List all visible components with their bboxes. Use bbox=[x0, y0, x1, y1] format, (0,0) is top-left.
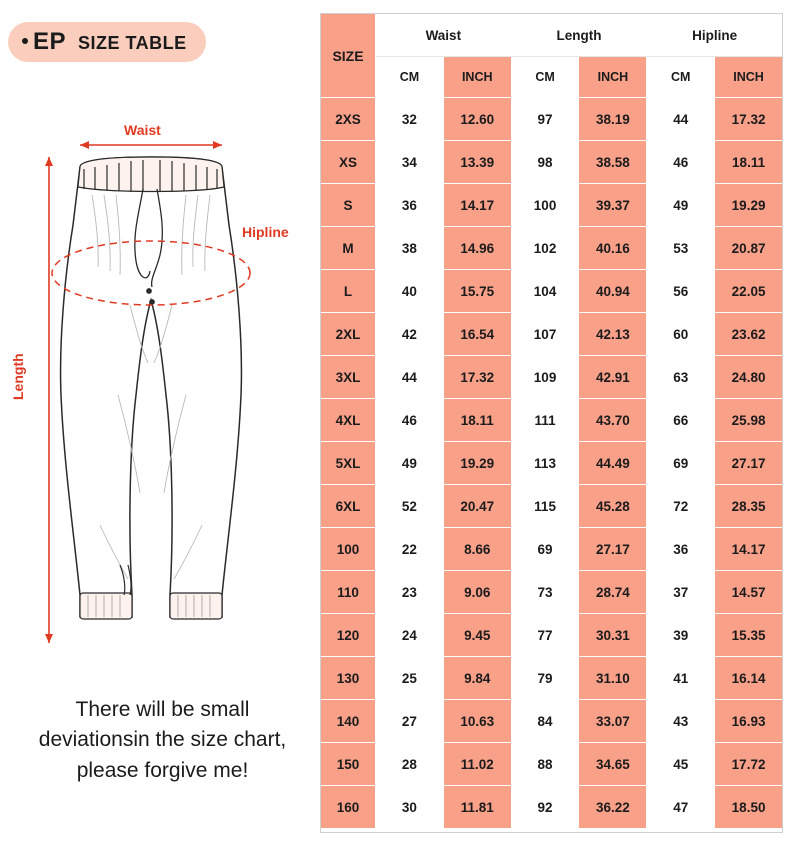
header-waist-cm: CM bbox=[376, 57, 444, 98]
cell-hipline-inch: 28.35 bbox=[715, 485, 783, 528]
table-row bbox=[321, 743, 783, 786]
cell-waist-inch: 9.45 bbox=[443, 614, 511, 657]
cell-size: 3XL bbox=[321, 356, 376, 399]
table-row bbox=[321, 184, 783, 227]
cell-length-inch: 36.22 bbox=[579, 786, 647, 829]
table-row bbox=[321, 227, 783, 270]
cell-waist-cm: 25 bbox=[376, 657, 444, 700]
cell-length-inch: 27.17 bbox=[579, 528, 647, 571]
table-row bbox=[321, 657, 783, 700]
cell-length-cm: 79 bbox=[511, 657, 579, 700]
cell-length-inch: 38.19 bbox=[579, 98, 647, 141]
cell-hipline-cm: 69 bbox=[647, 442, 715, 485]
cell-waist-cm: 32 bbox=[376, 98, 444, 141]
cell-waist-cm: 38 bbox=[376, 227, 444, 270]
cell-length-inch: 40.16 bbox=[579, 227, 647, 270]
cell-waist-cm: 27 bbox=[376, 700, 444, 743]
pants-outline bbox=[61, 157, 242, 617]
length-label: Length bbox=[10, 353, 26, 400]
cell-length-cm: 104 bbox=[511, 270, 579, 313]
cell-hipline-cm: 60 bbox=[647, 313, 715, 356]
header-length-cm: CM bbox=[511, 57, 579, 98]
table-row bbox=[321, 700, 783, 743]
cell-waist-cm: 40 bbox=[376, 270, 444, 313]
cell-length-cm: 88 bbox=[511, 743, 579, 786]
cell-hipline-inch: 22.05 bbox=[715, 270, 783, 313]
cell-waist-inch: 12.60 bbox=[443, 98, 511, 141]
size-table-body bbox=[321, 98, 783, 829]
cell-hipline-cm: 37 bbox=[647, 571, 715, 614]
waistband bbox=[78, 157, 224, 192]
cell-length-cm: 107 bbox=[511, 313, 579, 356]
table-row bbox=[321, 141, 783, 184]
cell-length-inch: 38.58 bbox=[579, 141, 647, 184]
cell-waist-cm: 52 bbox=[376, 485, 444, 528]
cell-length-inch: 30.31 bbox=[579, 614, 647, 657]
cell-hipline-cm: 72 bbox=[647, 485, 715, 528]
cell-size: 4XL bbox=[321, 399, 376, 442]
header-length-inch: INCH bbox=[579, 57, 647, 98]
cell-length-cm: 69 bbox=[511, 528, 579, 571]
cell-hipline-inch: 20.87 bbox=[715, 227, 783, 270]
cell-size: M bbox=[321, 227, 376, 270]
table-row bbox=[321, 313, 783, 356]
cell-length-inch: 42.91 bbox=[579, 356, 647, 399]
cell-length-inch: 31.10 bbox=[579, 657, 647, 700]
cell-hipline-inch: 16.14 bbox=[715, 657, 783, 700]
cell-size: 140 bbox=[321, 700, 376, 743]
cell-length-inch: 43.70 bbox=[579, 399, 647, 442]
cell-hipline-cm: 47 bbox=[647, 786, 715, 829]
table-row bbox=[321, 786, 783, 829]
cell-size: 150 bbox=[321, 743, 376, 786]
cell-hipline-inch: 18.50 bbox=[715, 786, 783, 829]
cell-waist-inch: 14.17 bbox=[443, 184, 511, 227]
cell-size: 2XL bbox=[321, 313, 376, 356]
cell-hipline-inch: 16.93 bbox=[715, 700, 783, 743]
header-hipline-cm: CM bbox=[647, 57, 715, 98]
cell-length-cm: 84 bbox=[511, 700, 579, 743]
cell-length-inch: 39.37 bbox=[579, 184, 647, 227]
cell-hipline-inch: 23.62 bbox=[715, 313, 783, 356]
cell-waist-cm: 30 bbox=[376, 786, 444, 829]
cell-size: XS bbox=[321, 141, 376, 184]
disclaimer-note: There will be small deviationsin the size chart, please forgive me! bbox=[38, 698, 287, 782]
illustration-panel bbox=[0, 0, 318, 846]
cell-size: S bbox=[321, 184, 376, 227]
cell-hipline-inch: 19.29 bbox=[715, 184, 783, 227]
cell-waist-inch: 19.29 bbox=[443, 442, 511, 485]
cell-length-cm: 100 bbox=[511, 184, 579, 227]
cell-size: 120 bbox=[321, 614, 376, 657]
cell-size: 130 bbox=[321, 657, 376, 700]
header-waist: Waist bbox=[376, 14, 512, 57]
cell-hipline-inch: 15.35 bbox=[715, 614, 783, 657]
table-row bbox=[321, 98, 783, 141]
cell-waist-inch: 20.47 bbox=[443, 485, 511, 528]
cell-size: 5XL bbox=[321, 442, 376, 485]
header-length: Length bbox=[511, 14, 647, 57]
cell-waist-inch: 17.32 bbox=[443, 356, 511, 399]
cell-hipline-cm: 49 bbox=[647, 184, 715, 227]
cell-hipline-cm: 44 bbox=[647, 98, 715, 141]
cell-hipline-cm: 41 bbox=[647, 657, 715, 700]
cell-length-cm: 109 bbox=[511, 356, 579, 399]
pants-diagram bbox=[0, 95, 318, 675]
cell-waist-cm: 44 bbox=[376, 356, 444, 399]
cell-waist-inch: 18.11 bbox=[443, 399, 511, 442]
cell-waist-inch: 9.84 bbox=[443, 657, 511, 700]
cell-waist-inch: 9.06 bbox=[443, 571, 511, 614]
hipline-label: Hipline bbox=[242, 224, 289, 240]
badge-subtitle: SIZE TABLE bbox=[78, 33, 187, 53]
cell-length-cm: 98 bbox=[511, 141, 579, 184]
table-group-header-row bbox=[321, 14, 783, 57]
cell-hipline-cm: 66 bbox=[647, 399, 715, 442]
cell-hipline-inch: 17.72 bbox=[715, 743, 783, 786]
cell-waist-cm: 49 bbox=[376, 442, 444, 485]
cell-length-inch: 44.49 bbox=[579, 442, 647, 485]
cell-waist-cm: 24 bbox=[376, 614, 444, 657]
cell-hipline-cm: 45 bbox=[647, 743, 715, 786]
cell-waist-inch: 14.96 bbox=[443, 227, 511, 270]
header-size: SIZE bbox=[321, 14, 376, 98]
cell-length-cm: 113 bbox=[511, 442, 579, 485]
header-waist-inch: INCH bbox=[443, 57, 511, 98]
waist-measure-arrow bbox=[80, 141, 222, 149]
size-table-wrap bbox=[320, 13, 783, 829]
cell-hipline-cm: 46 bbox=[647, 141, 715, 184]
cell-waist-inch: 10.63 bbox=[443, 700, 511, 743]
cell-length-cm: 77 bbox=[511, 614, 579, 657]
cell-hipline-cm: 39 bbox=[647, 614, 715, 657]
cell-waist-inch: 15.75 bbox=[443, 270, 511, 313]
cell-waist-cm: 42 bbox=[376, 313, 444, 356]
table-row bbox=[321, 485, 783, 528]
cell-length-cm: 111 bbox=[511, 399, 579, 442]
cell-length-inch: 45.28 bbox=[579, 485, 647, 528]
cell-hipline-cm: 63 bbox=[647, 356, 715, 399]
cell-size: 6XL bbox=[321, 485, 376, 528]
cell-size: 100 bbox=[321, 528, 376, 571]
cell-waist-cm: 34 bbox=[376, 141, 444, 184]
cell-hipline-cm: 53 bbox=[647, 227, 715, 270]
header-hipline: Hipline bbox=[647, 14, 783, 57]
cell-size: 160 bbox=[321, 786, 376, 829]
cell-size: 2XS bbox=[321, 98, 376, 141]
cell-length-inch: 33.07 bbox=[579, 700, 647, 743]
cell-waist-inch: 11.02 bbox=[443, 743, 511, 786]
cell-hipline-inch: 14.17 bbox=[715, 528, 783, 571]
cell-hipline-inch: 27.17 bbox=[715, 442, 783, 485]
table-row bbox=[321, 571, 783, 614]
table-unit-header-row bbox=[321, 57, 783, 98]
table-row bbox=[321, 442, 783, 485]
cell-waist-inch: 16.54 bbox=[443, 313, 511, 356]
table-row bbox=[321, 356, 783, 399]
cell-hipline-cm: 43 bbox=[647, 700, 715, 743]
cell-length-cm: 92 bbox=[511, 786, 579, 829]
length-measure-arrow bbox=[45, 157, 53, 643]
size-table-head bbox=[321, 14, 783, 98]
cell-hipline-cm: 56 bbox=[647, 270, 715, 313]
cell-length-inch: 28.74 bbox=[579, 571, 647, 614]
cell-hipline-inch: 17.32 bbox=[715, 98, 783, 141]
cell-size: L bbox=[321, 270, 376, 313]
table-row bbox=[321, 614, 783, 657]
waist-label: Waist bbox=[124, 122, 161, 138]
cell-waist-inch: 8.66 bbox=[443, 528, 511, 571]
table-row bbox=[321, 270, 783, 313]
size-table bbox=[320, 13, 783, 829]
ankle-cuffs bbox=[80, 593, 222, 619]
bullet-icon bbox=[22, 38, 28, 44]
cell-waist-inch: 13.39 bbox=[443, 141, 511, 184]
cell-waist-cm: 28 bbox=[376, 743, 444, 786]
cell-waist-cm: 46 bbox=[376, 399, 444, 442]
table-row bbox=[321, 528, 783, 571]
cell-length-cm: 102 bbox=[511, 227, 579, 270]
cell-hipline-inch: 14.57 bbox=[715, 571, 783, 614]
header-hipline-inch: INCH bbox=[715, 57, 783, 98]
cell-length-cm: 97 bbox=[511, 98, 579, 141]
cell-hipline-inch: 25.98 bbox=[715, 399, 783, 442]
cell-hipline-inch: 18.11 bbox=[715, 141, 783, 184]
cell-waist-cm: 23 bbox=[376, 571, 444, 614]
cell-waist-inch: 11.81 bbox=[443, 786, 511, 829]
table-row bbox=[321, 399, 783, 442]
cell-length-cm: 115 bbox=[511, 485, 579, 528]
cell-length-inch: 34.65 bbox=[579, 743, 647, 786]
cell-waist-cm: 22 bbox=[376, 528, 444, 571]
cell-length-inch: 42.13 bbox=[579, 313, 647, 356]
cell-waist-cm: 36 bbox=[376, 184, 444, 227]
cell-hipline-inch: 24.80 bbox=[715, 356, 783, 399]
brand-name: EP bbox=[33, 28, 67, 55]
cell-hipline-cm: 36 bbox=[647, 528, 715, 571]
cell-size: 110 bbox=[321, 571, 376, 614]
cell-length-cm: 73 bbox=[511, 571, 579, 614]
cell-length-inch: 40.94 bbox=[579, 270, 647, 313]
